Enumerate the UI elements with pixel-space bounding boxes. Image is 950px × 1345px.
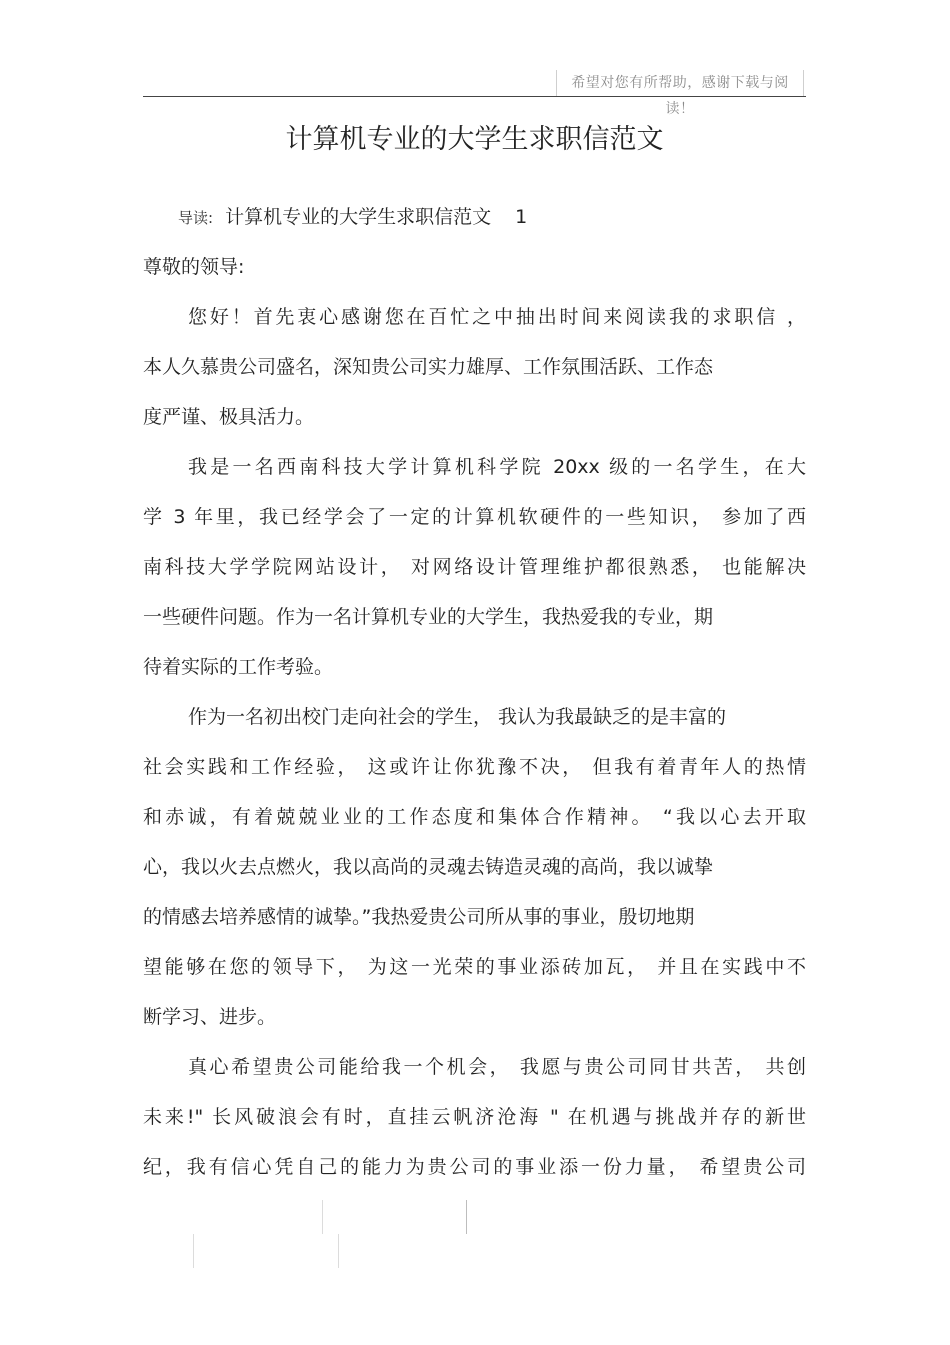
body-line: 南科技大学学院网站设计， 对网络设计管理维护都很熟悉， 也能解决	[143, 556, 806, 578]
body-line: 本人久慕贵公司盛名，深知贵公司实力雄厚、工作氛围活跃、工作态	[143, 356, 714, 378]
body-line: 未来!" 长风破浪会有时，直挂云帆济沧海 " 在机遇与挑战并存的新世	[143, 1106, 806, 1128]
body-line: 纪，我有信心凭自己的能力为贵公司的事业添一份力量， 希望贵公司	[143, 1156, 806, 1178]
body-line: 待着实际的工作考验。	[143, 656, 334, 678]
body-line: 的情感去培养感情的诚挚。”我热爱贵公司所从事的事业，殷切地期	[143, 906, 695, 928]
lead-number: 1	[515, 206, 528, 228]
table-rule-mark	[338, 1234, 339, 1268]
lead-label: 导读:	[178, 209, 214, 227]
body-line: 真心希望贵公司能给我一个机会， 我愿与贵公司同甘共苦， 共创	[188, 1056, 806, 1078]
salutation: 尊敬的领导:	[143, 256, 245, 278]
header-note: 希望对您有所帮助，感谢下载与阅读！	[556, 70, 804, 96]
table-rule-mark	[193, 1234, 194, 1268]
body-line: 学 3 年里，我已经学会了一定的计算机软硬件的一些知识， 参加了西	[143, 506, 806, 528]
body-line: 一些硬件问题。作为一名计算机专业的大学生，我热爱我的专业，期	[143, 606, 714, 628]
body-line: 心，我以火去点燃火，我以高尚的灵魂去铸造灵魂的高尚，我以诚挚	[143, 856, 714, 878]
header-rule	[143, 96, 806, 97]
body-line: 望能够在您的领导下， 为这一光荣的事业添砖加瓦， 并且在实践中不	[143, 956, 806, 978]
body-line: 度严谨、极具活力。	[143, 406, 315, 428]
document-title: 计算机专业的大学生求职信范文	[285, 124, 664, 155]
body-line: 作为一名初出校门走向社会的学生， 我认为我最缺乏的是丰富的	[188, 706, 727, 728]
body-line: 您好！首先衷心感谢您在百忙之中抽出时间来阅读我的求职信 ，	[188, 306, 806, 328]
lead-title: 计算机专业的大学生求职信范文	[225, 206, 492, 228]
table-rule-mark	[322, 1200, 323, 1234]
lead-line	[178, 202, 527, 233]
body-line: 我是一名西南科技大学计算机科学院 20xx 级的一名学生，在大	[188, 456, 806, 478]
body-line: 社会实践和工作经验， 这或许让你犹豫不决， 但我有着青年人的热情	[143, 756, 806, 778]
body-line: 和赤诚，有着兢兢业业的工作态度和集体合作精神。 “我以心去开取	[143, 806, 806, 828]
table-rule-mark	[466, 1200, 467, 1234]
body-line: 断学习、进步。	[143, 1006, 277, 1028]
